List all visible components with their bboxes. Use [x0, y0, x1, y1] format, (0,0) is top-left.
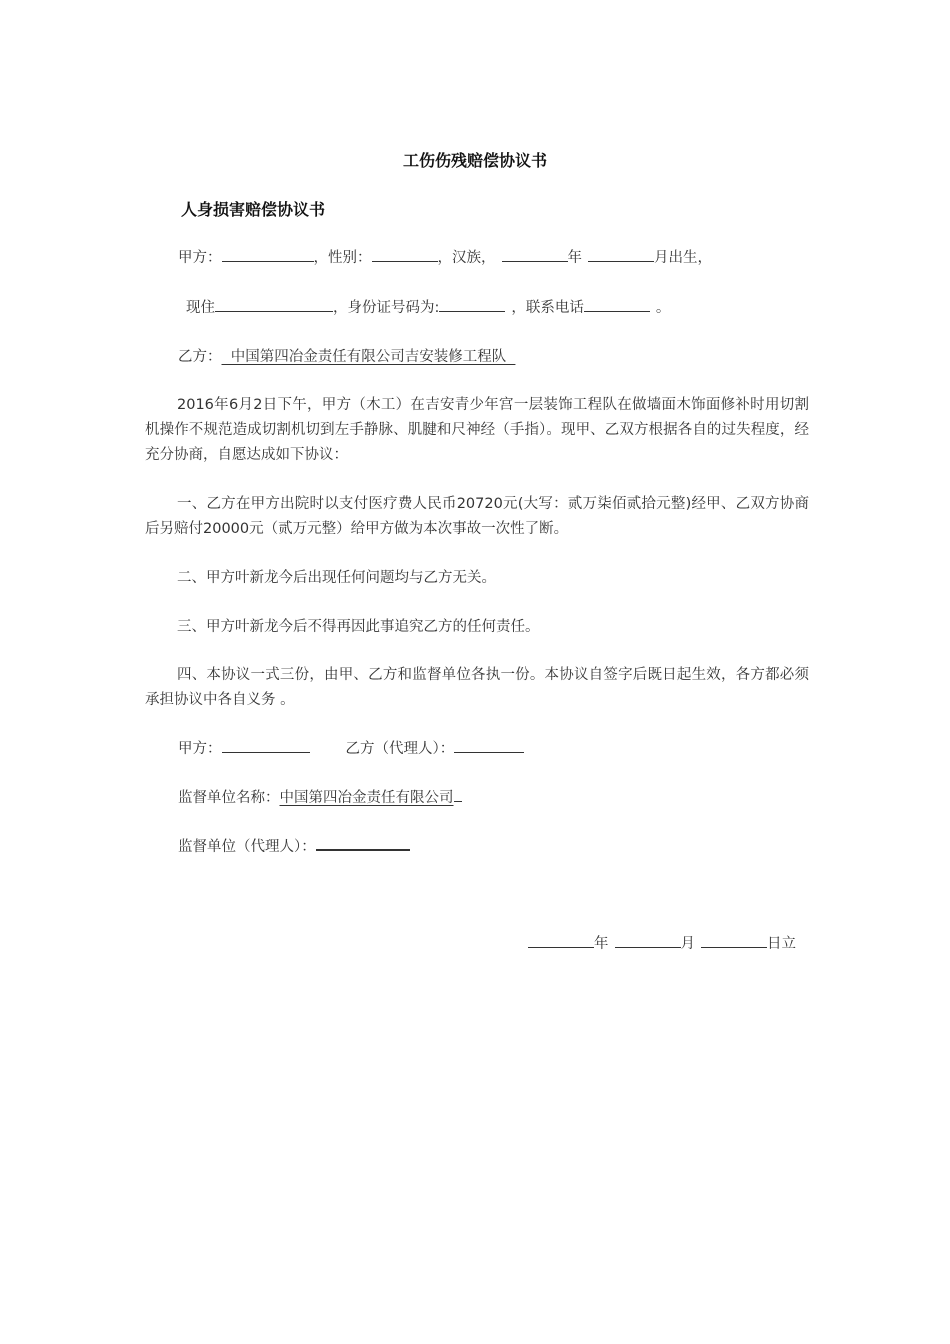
- incident-paragraph: 2016年6月2日下午，甲方（木工）在吉安青少年宫一层装饰工程队在做墙面木饰面修补时用切割机操作不规范造成切割机切到左手静脉、肌腱和尺神经（手指）。现甲、乙双方根据各自的过失程度，经充分协商，自愿达成如下协议：: [145, 397, 809, 463]
- party-b-label: 乙方：: [178, 349, 222, 365]
- date-year-blank: [528, 932, 594, 948]
- party-b-sign-label: 乙方（代理人）：: [345, 741, 455, 757]
- supervisor-name-line: [178, 785, 462, 811]
- birth-year-label: 年: [567, 250, 582, 266]
- document-title: 工伤伤残赔偿协议书: [402, 151, 547, 170]
- supervisor-agent-label: 监督单位（代理人）：: [178, 839, 316, 855]
- party-a-sign-blank: [222, 737, 310, 753]
- clause-4: 四、本协议一式三份，由甲、乙方和监督单位各执一份。本协议自签字后既日起生效，各方都必须承担协议中各自义务 。: [145, 667, 809, 708]
- date-line: [528, 931, 796, 957]
- date-year-label: 年: [594, 936, 609, 952]
- party-b-line: [178, 344, 515, 370]
- birth-year-blank: [502, 246, 568, 262]
- party-b-value: 中国第四冶金责任有限公司吉安装修工程队: [221, 349, 516, 365]
- party-a-sign-label: 甲方：: [178, 741, 222, 757]
- date-month-blank: [615, 932, 681, 948]
- document-subtitle: 人身损害赔偿协议书: [181, 200, 326, 219]
- clause-3: 三、甲方叶新龙今后不得再因此事追究乙方的任何责任。: [177, 619, 540, 635]
- address-line: [186, 295, 670, 321]
- party-a-name-blank: [222, 246, 314, 262]
- party-a-label: 甲方：: [178, 250, 222, 266]
- party-a-line: [178, 245, 712, 271]
- id-number-blank: [439, 296, 505, 312]
- residence-label: 现住: [186, 300, 215, 316]
- date-month-label: 月: [680, 936, 695, 952]
- date-day-blank: [701, 932, 767, 948]
- phone-label: ，联系电话: [511, 300, 584, 316]
- supervisor-name-tail: [454, 786, 462, 802]
- supervisor-agent-blank: [316, 834, 410, 851]
- clause-2: 二、甲方叶新龙今后出现任何问题均与乙方无关。: [177, 570, 496, 586]
- ethnicity-label: ，汉族，: [437, 250, 496, 266]
- signature-line: [178, 736, 524, 762]
- birth-month-label: 月出生，: [654, 250, 712, 266]
- party-b-sign-blank: [454, 737, 524, 753]
- address-line-end: 。: [655, 300, 671, 316]
- birth-month-blank: [588, 246, 654, 262]
- date-day-label: 日立: [767, 936, 796, 952]
- phone-blank: [584, 296, 650, 312]
- id-number-label: ，身份证号码为:: [333, 300, 440, 316]
- supervisor-name-value: 中国第四冶金责任有限公司: [279, 790, 454, 806]
- supervisor-name-label: 监督单位名称：: [178, 790, 280, 806]
- supervisor-agent-line: [178, 834, 410, 860]
- clause-1: 一、乙方在甲方出院时以支付医疗费人民币20720元(大写：贰万柒佰贰拾元整)经甲、乙双方协商后另赔付20000元（贰万元整）给甲方做为本次事故一次性了断。: [145, 496, 809, 537]
- residence-blank: [215, 296, 333, 312]
- gender-blank: [372, 246, 438, 262]
- gender-label: ，性别：: [313, 250, 372, 266]
